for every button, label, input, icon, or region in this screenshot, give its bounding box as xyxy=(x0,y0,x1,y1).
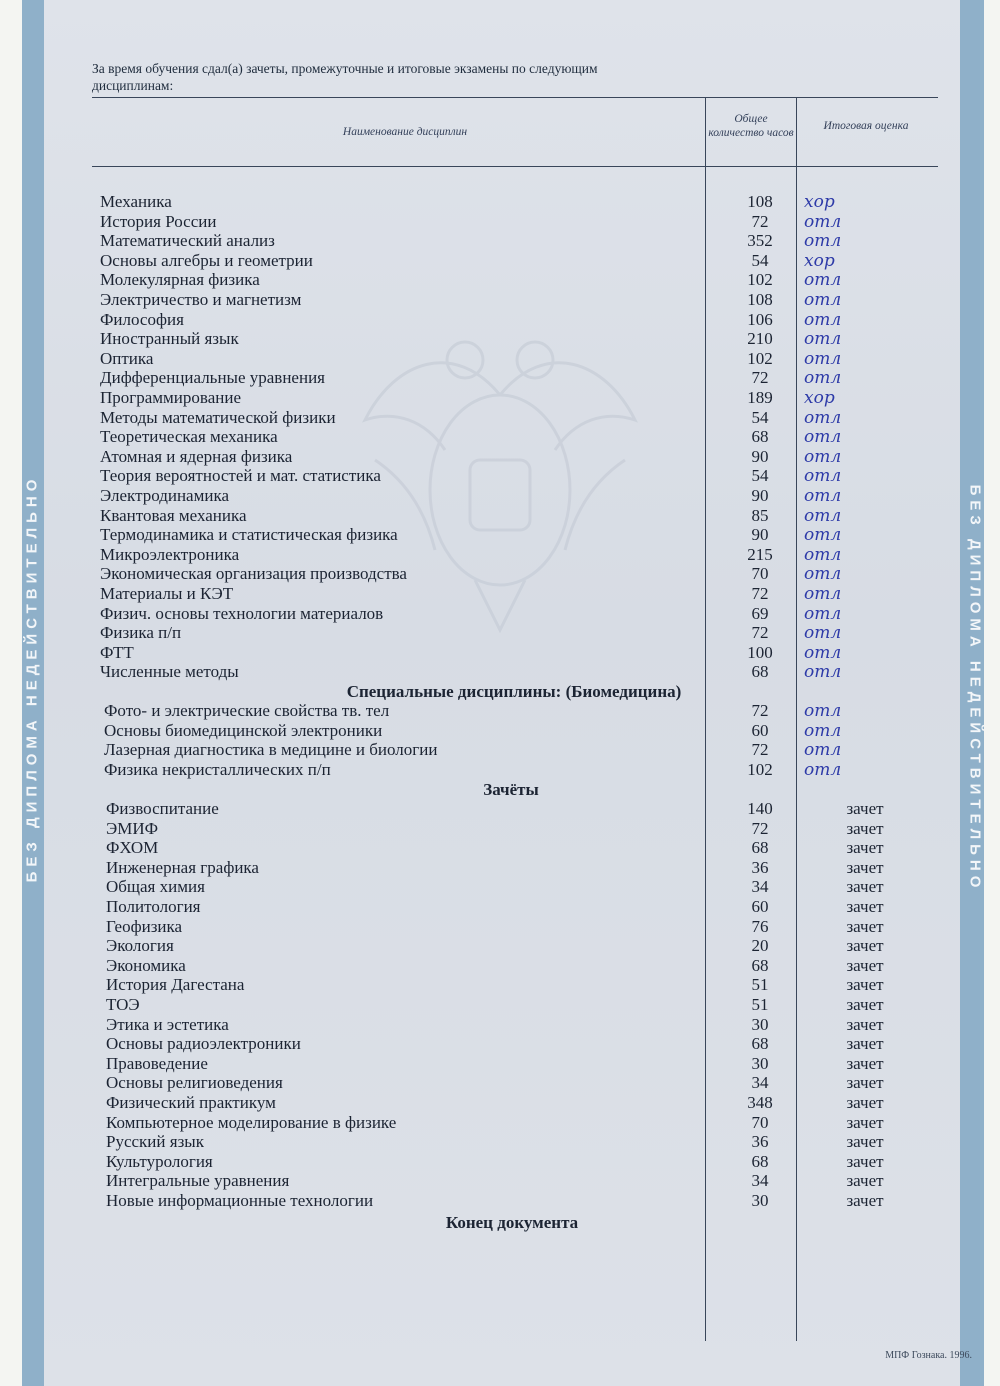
discipline-name: Теоретическая механика xyxy=(100,427,278,447)
discipline-name: ФХОМ xyxy=(106,838,159,858)
discipline-name: Численные методы xyxy=(100,662,239,682)
table-row xyxy=(0,486,960,506)
discipline-grade: зачет xyxy=(846,897,884,916)
discipline-hours: 34 xyxy=(751,1171,769,1191)
table-row xyxy=(0,408,960,428)
table-row xyxy=(0,368,960,388)
discipline-name: Квантовая механика xyxy=(100,505,247,525)
printer-imprint: МПФ Гознака. 1996. xyxy=(885,1350,972,1361)
discipline-hours: 90 xyxy=(751,486,769,505)
discipline-grade: отл xyxy=(804,290,842,310)
discipline-name: ЭМИФ xyxy=(106,818,159,838)
table-row xyxy=(0,740,960,760)
discipline-grade: хор xyxy=(804,388,835,408)
discipline-hours: 90 xyxy=(751,525,769,545)
discipline-hours: 140 xyxy=(747,799,773,818)
discipline-grade: зачет xyxy=(846,799,884,818)
table-row xyxy=(0,525,960,545)
discipline-name: ФТТ xyxy=(100,642,134,662)
discipline-name: Физика некристаллических п/п xyxy=(104,759,331,779)
table-row xyxy=(0,427,960,447)
discipline-hours: 85 xyxy=(751,505,769,525)
discipline-hours: 69 xyxy=(751,603,769,623)
table-row xyxy=(0,584,960,604)
discipline-grade: зачет xyxy=(846,936,884,956)
discipline-name: Физический практикум xyxy=(106,1093,276,1112)
discipline-grade: отл xyxy=(804,720,842,741)
credits-title: Зачёты xyxy=(483,780,539,799)
discipline-name: Геофизика xyxy=(106,916,183,936)
discipline-hours: 102 xyxy=(747,348,773,368)
table-row xyxy=(0,858,960,878)
table-row xyxy=(0,956,960,976)
table-row xyxy=(0,604,960,624)
discipline-hours: 90 xyxy=(751,446,769,466)
discipline-name: Инженерная графика xyxy=(106,857,259,877)
discipline-grade: зачет xyxy=(846,955,884,975)
discipline-name: Основы алгебры и геометрии xyxy=(100,250,313,270)
discipline-grade: отл xyxy=(804,662,842,683)
discipline-hours: 36 xyxy=(751,1132,769,1152)
discipline-hours: 30 xyxy=(751,1014,769,1034)
discipline-hours: 72 xyxy=(751,818,769,838)
discipline-grade: зачет xyxy=(846,995,884,1014)
discipline-grade: хор xyxy=(804,192,835,212)
discipline-hours: 72 xyxy=(751,368,769,388)
discipline-hours: 108 xyxy=(747,192,773,211)
discipline-grade: зачет xyxy=(846,1053,884,1073)
discipline-name: Фото- и электрические свойства тв. тел xyxy=(104,701,390,720)
table-row xyxy=(0,897,960,917)
discipline-name: Физика п/п xyxy=(100,623,182,643)
discipline-hours: 68 xyxy=(751,955,769,975)
discipline-hours: 352 xyxy=(747,231,773,251)
discipline-grade: отл xyxy=(804,446,842,467)
table-row xyxy=(0,1034,960,1054)
discipline-grade: отл xyxy=(804,759,842,780)
discipline-grade: зачет xyxy=(846,1093,884,1112)
discipline-hours: 72 xyxy=(751,623,769,643)
discipline-grade: отл xyxy=(804,407,842,428)
discipline-grade: отл xyxy=(804,642,842,663)
discipline-hours: 54 xyxy=(751,407,769,427)
discipline-name: Компьютерное моделирование в физике xyxy=(106,1112,397,1132)
discipline-name: Культурология xyxy=(106,1151,213,1171)
discipline-name: Интегральные уравнения xyxy=(106,1171,290,1191)
table-row xyxy=(0,270,960,290)
discipline-grade: зачет xyxy=(846,1171,884,1191)
discipline-name: Методы математической физики xyxy=(100,407,336,427)
table-row xyxy=(0,623,960,643)
discipline-name: Физвоспитание xyxy=(106,799,219,818)
table-row xyxy=(0,1132,960,1152)
table-row xyxy=(0,721,960,741)
discipline-hours: 36 xyxy=(751,857,769,877)
discipline-grade: отл xyxy=(804,544,842,565)
discipline-hours: 76 xyxy=(751,916,769,936)
discipline-name: ТОЭ xyxy=(106,995,140,1014)
table-row xyxy=(0,466,960,486)
discipline-name: Общая химия xyxy=(106,877,205,897)
discipline-name: Термодинамика и статистическая физика xyxy=(100,525,398,545)
discipline-name: Экология xyxy=(106,936,174,956)
discipline-grade: зачет xyxy=(846,916,884,936)
table-row xyxy=(0,447,960,467)
table-row xyxy=(0,212,960,232)
discipline-name: Лазерная диагностика в медицине и биологии xyxy=(104,740,438,760)
discipline-grade: зачет xyxy=(846,1191,884,1210)
discipline-name: Философия xyxy=(100,309,184,329)
discipline-grade: отл xyxy=(804,525,842,546)
discipline-hours: 54 xyxy=(751,466,769,486)
table-row xyxy=(0,349,960,369)
intro-text: За время обучения сдал(а) зачеты, промежуточные и итоговые экзамены по следующим дисциплинам: xyxy=(92,61,598,93)
table-row xyxy=(0,995,960,1015)
discipline-hours: 108 xyxy=(747,290,773,309)
discipline-name: Русский язык xyxy=(106,1132,204,1152)
table-row xyxy=(0,231,960,251)
table-row xyxy=(0,1152,960,1172)
table-row xyxy=(0,251,960,271)
discipline-hours: 72 xyxy=(751,584,769,603)
discipline-hours: 68 xyxy=(751,662,769,682)
table-row xyxy=(0,819,960,839)
discipline-name: Программирование xyxy=(100,388,241,407)
header-final-grade: Итоговая оценка xyxy=(823,120,909,132)
table-row xyxy=(0,192,960,212)
discipline-grade: отл xyxy=(804,270,842,291)
discipline-grade: отл xyxy=(804,740,842,761)
table-row xyxy=(0,838,960,858)
end-of-document: Конец документа xyxy=(445,1213,579,1232)
table-row xyxy=(0,877,960,897)
discipline-name: Математический анализ xyxy=(100,231,275,251)
discipline-hours: 72 xyxy=(751,740,769,760)
table-row xyxy=(0,799,960,819)
table-row xyxy=(0,1093,960,1113)
discipline-grade: отл xyxy=(804,211,842,232)
table-header-border xyxy=(92,166,938,167)
table-row xyxy=(0,643,960,663)
discipline-hours: 34 xyxy=(751,1073,769,1093)
discipline-name: Молекулярная физика xyxy=(100,270,260,290)
discipline-hours: 210 xyxy=(747,329,773,349)
table-row xyxy=(0,290,960,310)
discipline-name: Этика и эстетика xyxy=(106,1014,229,1034)
discipline-name: Экономическая организация производства xyxy=(100,564,407,584)
discipline-name: Основы религиоведения xyxy=(106,1073,283,1093)
table-row xyxy=(0,936,960,956)
table-row xyxy=(0,975,960,995)
discipline-hours: 30 xyxy=(751,1191,769,1210)
discipline-name: Политология xyxy=(106,897,201,916)
discipline-name: Новые информационные технологии xyxy=(106,1191,374,1210)
table-row xyxy=(0,506,960,526)
table-top-border xyxy=(92,97,938,98)
discipline-grade: отл xyxy=(804,427,842,448)
discipline-name: Иностранный язык xyxy=(100,329,239,349)
discipline-grade: отл xyxy=(804,603,842,624)
discipline-hours: 51 xyxy=(751,995,769,1014)
discipline-grade: отл xyxy=(804,564,842,585)
discipline-name: Экономика xyxy=(106,955,186,975)
discipline-hours: 100 xyxy=(747,642,773,662)
discipline-name: Теория вероятностей и мат. статистика xyxy=(100,466,381,486)
discipline-hours: 106 xyxy=(747,309,773,329)
table-row xyxy=(0,1113,960,1133)
discipline-hours: 68 xyxy=(751,1034,769,1054)
discipline-hours: 102 xyxy=(747,270,773,290)
table-row xyxy=(0,701,960,721)
discipline-name: Электродинамика xyxy=(100,486,230,505)
discipline-hours: 68 xyxy=(751,1151,769,1171)
discipline-grade: отл xyxy=(804,701,842,721)
discipline-name: Основы радиоэлектроники xyxy=(106,1034,301,1054)
table-row xyxy=(0,760,960,780)
discipline-hours: 60 xyxy=(751,720,769,740)
discipline-name: Оптика xyxy=(100,348,154,368)
left-margin-text: БЕЗ ДИПЛОМА НЕДЕЙСТВИТЕЛЬНО xyxy=(23,474,41,883)
table-row xyxy=(0,662,960,682)
discipline-hours: 20 xyxy=(751,936,769,956)
discipline-grade: зачет xyxy=(846,975,884,995)
discipline-hours: 72 xyxy=(751,211,769,231)
table-row xyxy=(0,388,960,408)
discipline-name: Механика xyxy=(100,192,172,211)
discipline-name: Электричество и магнетизм xyxy=(100,290,302,309)
discipline-hours: 60 xyxy=(751,897,769,916)
discipline-name: Физич. основы технологии материалов xyxy=(100,603,384,623)
discipline-grade: отл xyxy=(804,505,842,526)
table-row xyxy=(0,310,960,330)
discipline-name: История России xyxy=(100,211,217,231)
discipline-grade: зачет xyxy=(846,1112,884,1132)
discipline-grade: отл xyxy=(804,348,842,369)
table-row xyxy=(0,545,960,565)
discipline-grade: отл xyxy=(804,309,842,330)
discipline-grade: зачет xyxy=(846,877,884,897)
discipline-grade: отл xyxy=(804,623,842,644)
discipline-grade: зачет xyxy=(846,1034,884,1054)
discipline-name: Атомная и ядерная физика xyxy=(100,446,293,466)
table-row xyxy=(0,1015,960,1035)
header-discipline-name: Наименование дисциплин xyxy=(342,126,468,138)
discipline-name: Материалы и КЭТ xyxy=(100,584,234,603)
discipline-name: Дифференциальные уравнения xyxy=(100,368,325,388)
discipline-hours: 189 xyxy=(747,388,773,407)
discipline-grade: зачет xyxy=(846,1073,884,1093)
discipline-hours: 68 xyxy=(751,427,769,447)
discipline-hours: 70 xyxy=(751,1112,769,1132)
discipline-hours: 68 xyxy=(751,838,769,858)
table-row xyxy=(0,564,960,584)
table-row xyxy=(0,1073,960,1093)
discipline-hours: 51 xyxy=(751,975,769,995)
discipline-hours: 102 xyxy=(747,759,773,779)
discipline-grade: хор xyxy=(804,250,835,271)
discipline-grade: отл xyxy=(804,368,842,389)
discipline-name: История Дагестана xyxy=(106,975,245,995)
discipline-hours: 34 xyxy=(751,877,769,897)
discipline-grade: зачет xyxy=(846,818,884,838)
discipline-grade: отл xyxy=(804,466,842,487)
discipline-grade: отл xyxy=(804,584,842,604)
discipline-grade: зачет xyxy=(846,1014,884,1034)
discipline-grade: зачет xyxy=(846,838,884,858)
discipline-hours: 54 xyxy=(751,250,769,270)
discipline-name: Правоведение xyxy=(106,1053,208,1073)
discipline-name: Микроэлектроника xyxy=(100,544,240,564)
discipline-grade: отл xyxy=(804,231,842,252)
right-margin-text: БЕЗ ДИПЛОМА НЕДЕЙСТВИТЕЛЬНО xyxy=(966,484,984,893)
discipline-grade: зачет xyxy=(846,1132,884,1152)
discipline-hours: 215 xyxy=(747,544,773,564)
discipline-grade: отл xyxy=(804,329,842,350)
table-row xyxy=(0,917,960,937)
discipline-grade: зачет xyxy=(846,1151,884,1171)
discipline-name: Основы биомедицинской электроники xyxy=(104,720,383,740)
discipline-hours: 348 xyxy=(747,1093,773,1112)
table-row xyxy=(0,1191,960,1211)
discipline-hours: 30 xyxy=(751,1053,769,1073)
table-row xyxy=(0,1171,960,1191)
header-total-hours: Общее количество часов xyxy=(708,113,794,139)
special-disciplines-title: Специальные дисциплины: (Биомедицина) xyxy=(346,682,682,701)
discipline-grade: отл xyxy=(804,486,842,506)
table-row xyxy=(0,329,960,349)
discipline-grade: зачет xyxy=(846,857,884,877)
discipline-hours: 72 xyxy=(751,701,769,720)
table-row xyxy=(0,1054,960,1074)
discipline-hours: 70 xyxy=(751,564,769,584)
